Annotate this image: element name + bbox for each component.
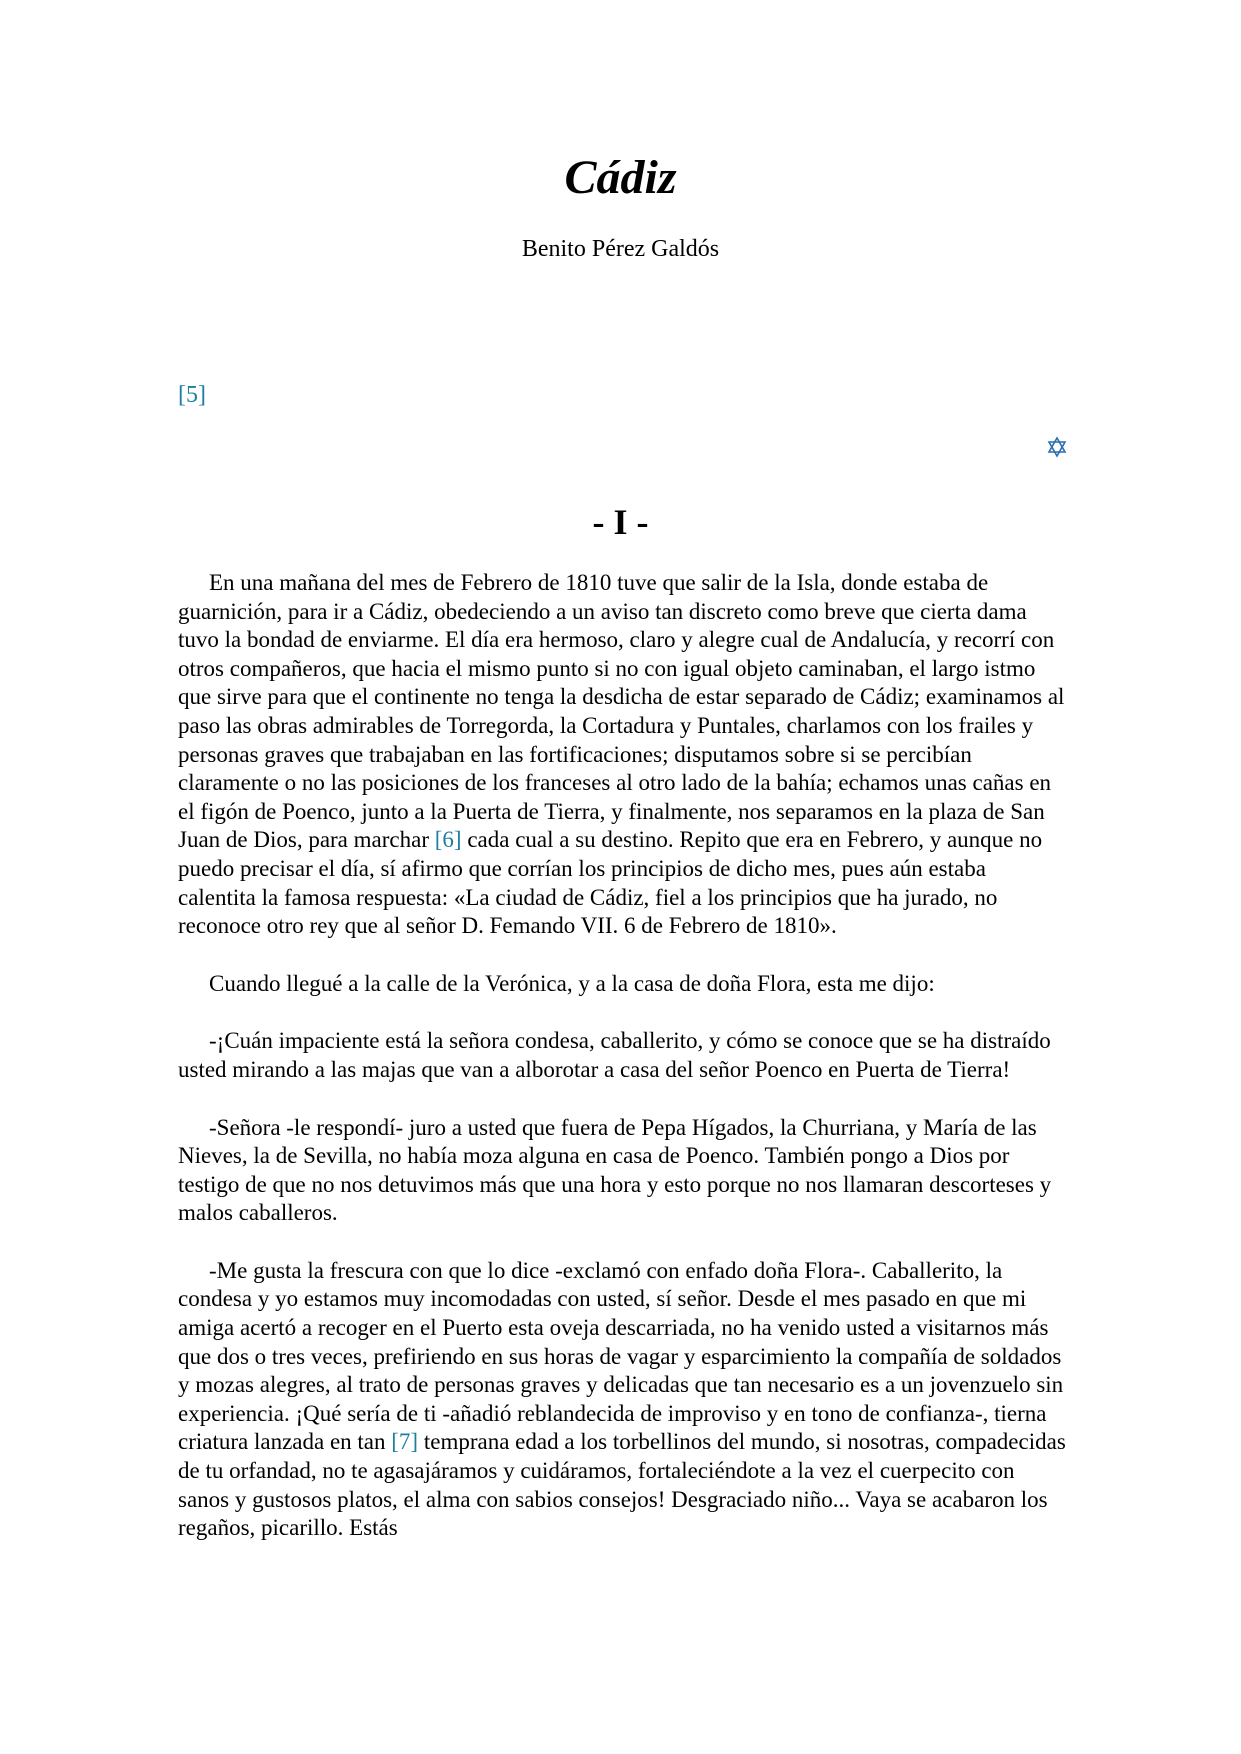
chapter-heading: - I - — [592, 502, 649, 542]
page-marker-link[interactable]: [6] — [434, 827, 462, 853]
paragraph-1 — [178, 569, 1068, 941]
paragraph-3 — [178, 1027, 1068, 1084]
body-text — [178, 569, 1068, 1572]
star-of-david-icon[interactable] — [1046, 436, 1068, 458]
page-marker-link[interactable]: [7] — [391, 1429, 419, 1455]
document-author: Benito Pérez Galdós — [521, 236, 720, 262]
paragraph-text: En una mañana del mes de Febrero de 1810 tuve que salir de la Isla, donde estaba de guarnición, para ir a Cádiz, obedeciendo a un aviso tan discreto como breve que cierta dama tuvo la bondad de enviarme. El día era hermoso, claro y alegre cual de Andalucía, y recorrí con otros compañeros, que hacia el mismo punto si no con igual objeto caminaban, el largo istmo que sirve para que el continente no tenga la desdicha de estar separado de Cádiz; examinamos al paso las obras admirables de Torregorda, la Cortadura y Puntales, charlamos con los frailes y personas graves que trabajaban en las fortificaciones; disputamos sobre si se percibían claramente o no las posiciones de los franceses al otro lado de la bahía; echamos unas cañas en el figón de Poenco, junto a la Puerta de Tierra, y finalmente, nos separamos en la plaza de San Juan de Dios, para marchar — [178, 570, 1065, 853]
paragraph-text: -¡Cuán impaciente está la señora condesa, caballerito, y cómo se conoce que se ha distraído usted mirando a las majas que van a alborotar a casa del señor Poenco en Puerta de Tierra! — [178, 1028, 1051, 1082]
paragraph-2 — [178, 970, 1068, 999]
paragraph-text: temprana edad a los torbellinos del mundo, si nosotras, compadecidas de tu orfandad, no te agasajáramos y cuidáramos, fortaleciéndote a la vez el cuerpecito con sanos y gustosos platos, el alma con sabios consejos! Desgraciado niño... Vaya se acabaron los regaños, picarillo. Estás — [178, 1429, 1066, 1541]
paragraph-4 — [178, 1114, 1068, 1228]
paragraph-text: Cuando llegué a la calle de la Verónica, y a la casa de doña Flora, esta me dijo: — [209, 970, 935, 996]
document-title: Cádiz — [564, 151, 677, 204]
paragraph-text: cada cual a su destino. Repito que era en Febrero, y aunque no puedo precisar el día, sí afirmo que corrían los principios de dicho mes, pues aún estaba calentita la famosa respuesta: «La ciudad de Cádiz, fiel a los principios que ha jurado, no reconoce otro rey que al señor D. Femando VII. 6 de Febrero de 1810». — [178, 827, 1043, 939]
page-marker-link[interactable]: [5] — [178, 382, 206, 408]
paragraph-text: -Me gusta la frescura con que lo dice -exclamó con enfado doña Flora-. Caballerito, la condesa y yo estamos muy incomodadas con usted, sí señor. Desde el mes pasado en que mi amiga acertó a recoger en el Puerto esta oveja descarriada, no ha venido usted a visitarnos más que dos o tres veces, prefiriendo en sus horas de vagar y esparcimiento la compañía de soldados y mozas alegres, al trato de personas graves y delicadas que tan necesario es a un jovenzuelo sin experiencia. ¡Qué sería de ti -añadió reblandecida de improviso y en tono de confianza-, tierna criatura lanzada en tan — [178, 1257, 1064, 1455]
paragraph-5 — [178, 1257, 1068, 1543]
paragraph-text: -Señora -le respondí- juro a usted que fuera de Pepa Hígados, la Churriana, y María de las Nieves, la de Sevilla, no había moza alguna en casa de Poenco. También pongo a Dios por testigo de que no nos detuvimos más que una hora y esto porque no nos llamaran descorteses y malos caballeros. — [178, 1114, 1052, 1226]
